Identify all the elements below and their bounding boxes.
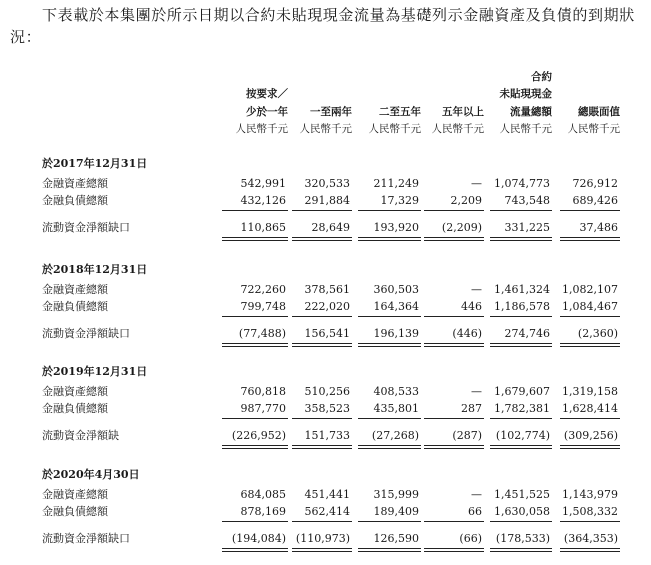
row-value: 1,451,525 bbox=[494, 488, 550, 501]
subtotal-rule bbox=[292, 521, 352, 522]
subtotal-rule bbox=[424, 521, 484, 522]
total-double-rule bbox=[358, 548, 421, 552]
row-value: 1,461,324 bbox=[494, 283, 550, 296]
row-value: 1,630,058 bbox=[494, 505, 550, 518]
subtotal-rule bbox=[560, 210, 620, 211]
row-value: 1,084,467 bbox=[562, 300, 618, 313]
total-double-rule bbox=[292, 445, 352, 449]
section-date-label: 於2019年12月31日 bbox=[42, 365, 148, 378]
row-label: 金融負債總額 bbox=[42, 194, 108, 207]
row-value: 562,414 bbox=[304, 505, 350, 518]
row-value: 408,533 bbox=[373, 385, 419, 398]
total-double-rule bbox=[490, 445, 552, 449]
net-gap-label: 流動資金淨額缺口 bbox=[42, 532, 130, 545]
total-double-rule bbox=[292, 237, 352, 241]
column-header-line3: 總賬面值 bbox=[578, 106, 620, 118]
row-value: 378,561 bbox=[304, 283, 350, 296]
table-row bbox=[0, 487, 651, 503]
subtotal-rule bbox=[490, 210, 552, 211]
column-header-line1: 合約 bbox=[531, 71, 552, 83]
row-value: 432,126 bbox=[240, 194, 286, 207]
total-double-rule bbox=[358, 445, 421, 449]
total-double-rule bbox=[358, 343, 421, 347]
row-value: 435,801 bbox=[373, 402, 419, 415]
column-header-unit: 人民幣千元 bbox=[368, 123, 421, 135]
row-label: 金融資產總額 bbox=[42, 283, 108, 296]
row-value: 358,523 bbox=[304, 402, 350, 415]
subtotal-rule bbox=[424, 210, 484, 211]
row-value: 689,426 bbox=[572, 194, 618, 207]
subtotal-rule bbox=[490, 521, 552, 522]
net-gap-value: (364,353) bbox=[563, 532, 618, 545]
row-value: 360,503 bbox=[373, 283, 419, 296]
net-gap-value: 331,225 bbox=[504, 221, 550, 234]
column-header-line3: 流量總額 bbox=[510, 106, 552, 118]
row-value: 760,818 bbox=[240, 385, 286, 398]
row-value: 1,082,107 bbox=[562, 283, 618, 296]
column-header-unit: 人民幣千元 bbox=[431, 123, 484, 135]
section-date-label: 於2018年12月31日 bbox=[42, 263, 148, 276]
total-double-rule bbox=[560, 237, 620, 241]
table-row bbox=[0, 282, 651, 298]
subtotal-rule bbox=[292, 316, 352, 317]
row-value: 211,249 bbox=[373, 177, 419, 190]
row-value: 1,628,414 bbox=[562, 402, 618, 415]
row-value: 1,508,332 bbox=[562, 505, 618, 518]
column-header-line2: 按要求／ bbox=[246, 88, 288, 100]
total-double-rule bbox=[560, 548, 620, 552]
row-value: 799,748 bbox=[240, 300, 286, 313]
row-value: 1,186,578 bbox=[494, 300, 550, 313]
net-gap-value: 193,920 bbox=[373, 221, 419, 234]
net-gap-value: 37,486 bbox=[579, 221, 618, 234]
subtotal-rule bbox=[292, 210, 352, 211]
column-header-unit: 人民幣千元 bbox=[235, 123, 288, 135]
row-value: 1,782,381 bbox=[494, 402, 550, 415]
row-value: — bbox=[471, 177, 482, 190]
net-gap-row bbox=[0, 326, 651, 342]
row-label: 金融負債總額 bbox=[42, 402, 108, 415]
section-date bbox=[0, 467, 651, 483]
column-header-unit: 人民幣千元 bbox=[499, 123, 552, 135]
row-value: 189,409 bbox=[373, 505, 419, 518]
section-date-label: 於2020年4月30日 bbox=[42, 468, 140, 481]
net-gap-label: 流動資金淨額缺口 bbox=[42, 327, 130, 340]
subtotal-rule bbox=[222, 521, 288, 522]
row-value: 164,364 bbox=[373, 300, 419, 313]
column-header-unit: 人民幣千元 bbox=[567, 123, 620, 135]
total-double-rule bbox=[490, 343, 552, 347]
total-double-rule bbox=[560, 445, 620, 449]
section-date bbox=[0, 262, 651, 278]
net-gap-row bbox=[0, 428, 651, 444]
row-value: 315,999 bbox=[373, 488, 419, 501]
net-gap-value: (102,774) bbox=[495, 429, 550, 442]
total-double-rule bbox=[292, 343, 352, 347]
row-value: 722,260 bbox=[240, 283, 286, 296]
total-double-rule bbox=[292, 548, 352, 552]
total-double-rule bbox=[490, 548, 552, 552]
net-gap-value: 110,865 bbox=[240, 221, 286, 234]
total-double-rule bbox=[222, 548, 288, 552]
total-double-rule bbox=[222, 445, 288, 449]
row-value: 320,533 bbox=[304, 177, 350, 190]
row-value: 684,085 bbox=[240, 488, 286, 501]
section-date bbox=[0, 156, 651, 172]
row-value: 451,441 bbox=[304, 488, 350, 501]
row-value: 726,912 bbox=[572, 177, 618, 190]
total-double-rule bbox=[424, 237, 484, 241]
subtotal-rule bbox=[358, 418, 421, 419]
row-value: 287 bbox=[461, 402, 482, 415]
net-gap-value: (446) bbox=[452, 327, 482, 340]
column-header-line3: 少於一年 bbox=[246, 106, 288, 118]
row-value: 510,256 bbox=[304, 385, 350, 398]
subtotal-rule bbox=[222, 418, 288, 419]
subtotal-rule bbox=[358, 210, 421, 211]
table-row bbox=[0, 504, 651, 520]
row-value: 878,169 bbox=[240, 505, 286, 518]
row-value: — bbox=[471, 385, 482, 398]
intro-text: 下表載於本集團於所示日期以合約未貼現現金流量為基礎列示金融資產及負債的到期狀況： bbox=[10, 6, 635, 46]
row-value: 446 bbox=[461, 300, 482, 313]
row-value: 291,884 bbox=[304, 194, 350, 207]
subtotal-rule bbox=[222, 316, 288, 317]
net-gap-value: (194,084) bbox=[231, 532, 286, 545]
row-value: 1,143,979 bbox=[562, 488, 618, 501]
total-double-rule bbox=[424, 548, 484, 552]
total-double-rule bbox=[358, 237, 421, 241]
table-row bbox=[0, 384, 651, 400]
total-double-rule bbox=[424, 445, 484, 449]
row-value: 222,020 bbox=[304, 300, 350, 313]
subtotal-rule bbox=[560, 316, 620, 317]
subtotal-rule bbox=[560, 521, 620, 522]
column-header-line3: 五年以上 bbox=[442, 106, 484, 118]
subtotal-rule bbox=[292, 418, 352, 419]
table-row bbox=[0, 401, 651, 417]
subtotal-rule bbox=[490, 418, 552, 419]
total-double-rule bbox=[222, 237, 288, 241]
column-header-line3: 一至兩年 bbox=[310, 106, 352, 118]
section-date bbox=[0, 364, 651, 380]
net-gap-row bbox=[0, 220, 651, 236]
subtotal-rule bbox=[424, 418, 484, 419]
row-label: 金融資產總額 bbox=[42, 177, 108, 190]
row-value: 17,329 bbox=[380, 194, 419, 207]
row-label: 金融資產總額 bbox=[42, 385, 108, 398]
net-gap-value: (309,256) bbox=[563, 429, 618, 442]
net-gap-value: (66) bbox=[459, 532, 482, 545]
table-row bbox=[0, 193, 651, 209]
column-header-unit: 人民幣千元 bbox=[299, 123, 352, 135]
net-gap-value: (2,209) bbox=[441, 221, 482, 234]
net-gap-value: (27,268) bbox=[371, 429, 419, 442]
row-value: — bbox=[471, 488, 482, 501]
intro-paragraph bbox=[10, 4, 642, 48]
table-row bbox=[0, 176, 651, 192]
net-gap-value: (287) bbox=[452, 429, 482, 442]
row-value: 1,074,773 bbox=[494, 177, 550, 190]
row-value: 2,209 bbox=[450, 194, 482, 207]
net-gap-label: 流動資金淨額缺口 bbox=[42, 221, 130, 234]
row-value: — bbox=[471, 283, 482, 296]
subtotal-rule bbox=[358, 316, 421, 317]
subtotal-rule bbox=[560, 418, 620, 419]
net-gap-value: 151,733 bbox=[304, 429, 350, 442]
net-gap-row bbox=[0, 531, 651, 547]
table-row bbox=[0, 299, 651, 315]
row-label: 金融負債總額 bbox=[42, 300, 108, 313]
subtotal-rule bbox=[222, 210, 288, 211]
net-gap-value: (77,488) bbox=[238, 327, 286, 340]
net-gap-value: (178,533) bbox=[495, 532, 550, 545]
row-label: 金融資產總額 bbox=[42, 488, 108, 501]
row-value: 66 bbox=[468, 505, 482, 518]
net-gap-value: 126,590 bbox=[373, 532, 419, 545]
row-value: 987,770 bbox=[240, 402, 286, 415]
column-header-line3: 二至五年 bbox=[379, 106, 421, 118]
net-gap-label: 流動資金淨額缺 bbox=[42, 429, 119, 442]
total-double-rule bbox=[490, 237, 552, 241]
subtotal-rule bbox=[490, 316, 552, 317]
row-value: 1,319,158 bbox=[562, 385, 618, 398]
net-gap-value: 274,746 bbox=[504, 327, 550, 340]
total-double-rule bbox=[222, 343, 288, 347]
row-value: 1,679,607 bbox=[494, 385, 550, 398]
net-gap-value: (110,973) bbox=[295, 532, 350, 545]
net-gap-value: (2,360) bbox=[577, 327, 618, 340]
total-double-rule bbox=[424, 343, 484, 347]
subtotal-rule bbox=[358, 521, 421, 522]
row-value: 542,991 bbox=[240, 177, 286, 190]
row-value: 743,548 bbox=[504, 194, 550, 207]
column-header-line2: 未貼現現金 bbox=[499, 88, 552, 100]
net-gap-value: (226,952) bbox=[231, 429, 286, 442]
section-date-label: 於2017年12月31日 bbox=[42, 157, 148, 170]
net-gap-value: 28,649 bbox=[311, 221, 350, 234]
net-gap-value: 196,139 bbox=[373, 327, 419, 340]
total-double-rule bbox=[560, 343, 620, 347]
row-label: 金融負債總額 bbox=[42, 505, 108, 518]
net-gap-value: 156,541 bbox=[304, 327, 350, 340]
subtotal-rule bbox=[424, 316, 484, 317]
